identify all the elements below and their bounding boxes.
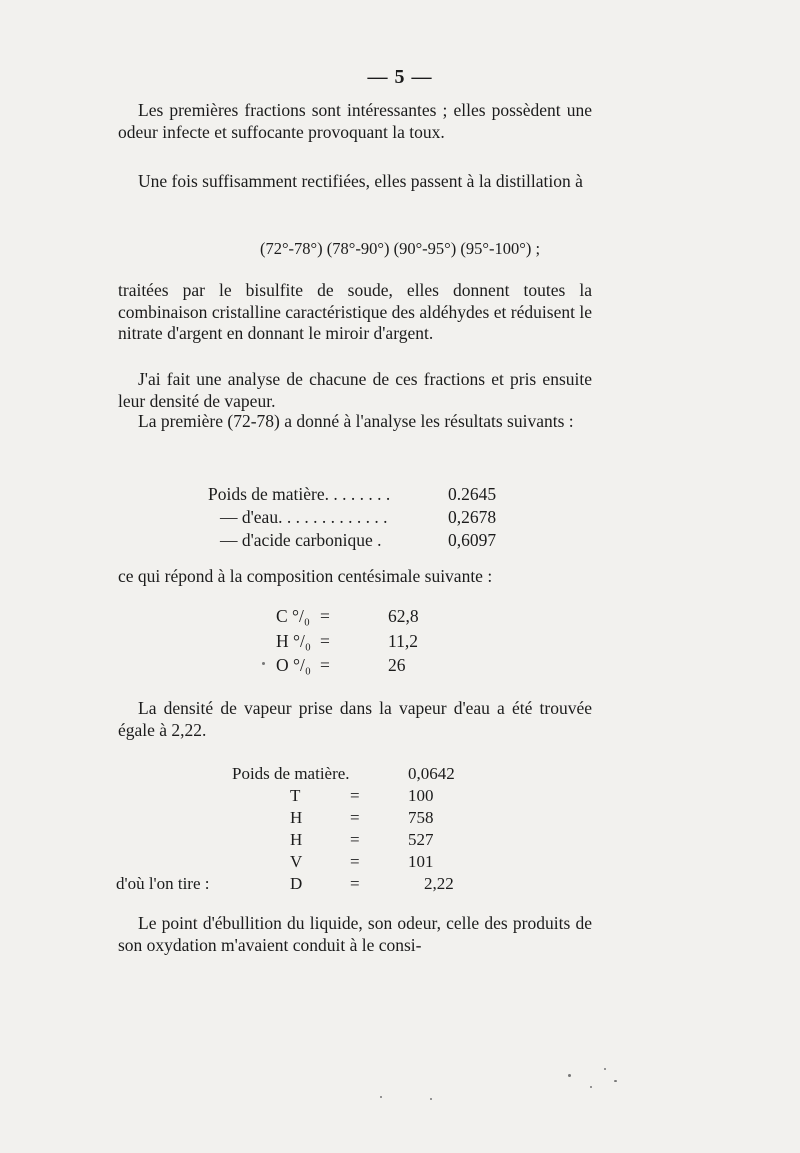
density-symbol: H — [290, 830, 303, 849]
scan-speck — [590, 1086, 592, 1088]
density-header — [232, 764, 455, 784]
paragraph-8: Le point d'ébullition du liquide, son odeur, celle des produits de son oxydation m'avaient conduit à le consi- — [118, 913, 592, 955]
scan-speck — [380, 1096, 382, 1098]
scan-speck — [430, 1098, 432, 1100]
analysis-row — [220, 507, 497, 529]
density-prefix: d'où l'on tire : — [116, 874, 210, 893]
composition-value: 11,2 — [388, 631, 418, 651]
page-number: — 5 — — [367, 66, 433, 88]
analysis-row — [208, 484, 497, 506]
density-value: 527 — [408, 830, 434, 849]
density-symbol: H — [290, 808, 303, 827]
density-equals: = — [350, 830, 360, 849]
density-equals: = — [350, 808, 360, 827]
density-equals: = — [350, 852, 360, 871]
composition-equals: = — [320, 631, 330, 651]
temperature-ranges: (72°-78°) (78°-90°) (90°-95°) (95°-100°) ; — [259, 239, 541, 258]
density-equals: = — [350, 874, 360, 893]
analysis-label: — d'eau. . . . . . . . . . . . . — [220, 507, 388, 527]
analysis-label: Poids de matière. . . . . . . . — [208, 484, 391, 504]
density-symbol: D — [290, 874, 303, 893]
composition-symbol: H °/₀ — [276, 631, 311, 651]
composition-equals: = — [320, 606, 330, 626]
density-value: 758 — [408, 808, 434, 827]
paragraph-5: La première (72-78) a donné à l'analyse les résultats suivants : — [138, 411, 574, 431]
density-header-value: 0,0642 — [408, 764, 455, 783]
analysis-label: — d'acide carbonique . — [220, 530, 382, 550]
density-value: 100 — [408, 786, 434, 805]
scan-speck — [568, 1074, 571, 1077]
paragraph-4: J'ai fait une analyse de chacune de ces fractions et pris ensuite leur densité de vapeur. — [118, 369, 592, 411]
analysis-value: 0,2678 — [448, 507, 497, 527]
scan-speck — [262, 662, 265, 665]
composition-value: 62,8 — [388, 606, 419, 626]
density-symbol: T — [290, 786, 301, 805]
analysis-value: 0.2645 — [448, 484, 497, 504]
composition-symbol: C °/₀ — [276, 606, 311, 626]
paragraph-2: Une fois suffisamment rectifiées, elles passent à la distillation à — [138, 171, 583, 191]
density-symbol: V — [290, 852, 303, 871]
density-header-label: Poids de matière. — [232, 764, 350, 783]
analysis-row — [220, 530, 497, 552]
paragraph-3: traitées par le bisulfite de soude, elles donnent toutes la combinaison cristalline caractéristique des aldéhydes et réduisent le nitrate d'argent en donnant le miroir d'argent. — [118, 280, 592, 343]
density-equals: = — [350, 786, 360, 805]
composition-equals: = — [320, 655, 330, 675]
paragraph-7: La densité de vapeur prise dans la vapeur d'eau a été trouvée égale à 2,22. — [118, 698, 592, 740]
paragraph-1: Les premières fractions sont intéressantes ; elles possèdent une odeur infecte et suffocante provoquant la toux. — [118, 100, 592, 142]
scan-speck — [614, 1080, 617, 1082]
density-value: 101 — [408, 852, 434, 871]
composition-value: 26 — [388, 655, 406, 675]
composition-symbol: O °/₀ — [276, 655, 311, 675]
density-value: 2,22 — [424, 874, 454, 893]
scan-speck — [604, 1068, 606, 1070]
paragraph-6: ce qui répond à la composition centésimale suivante : — [118, 566, 493, 586]
analysis-value: 0,6097 — [448, 530, 497, 550]
